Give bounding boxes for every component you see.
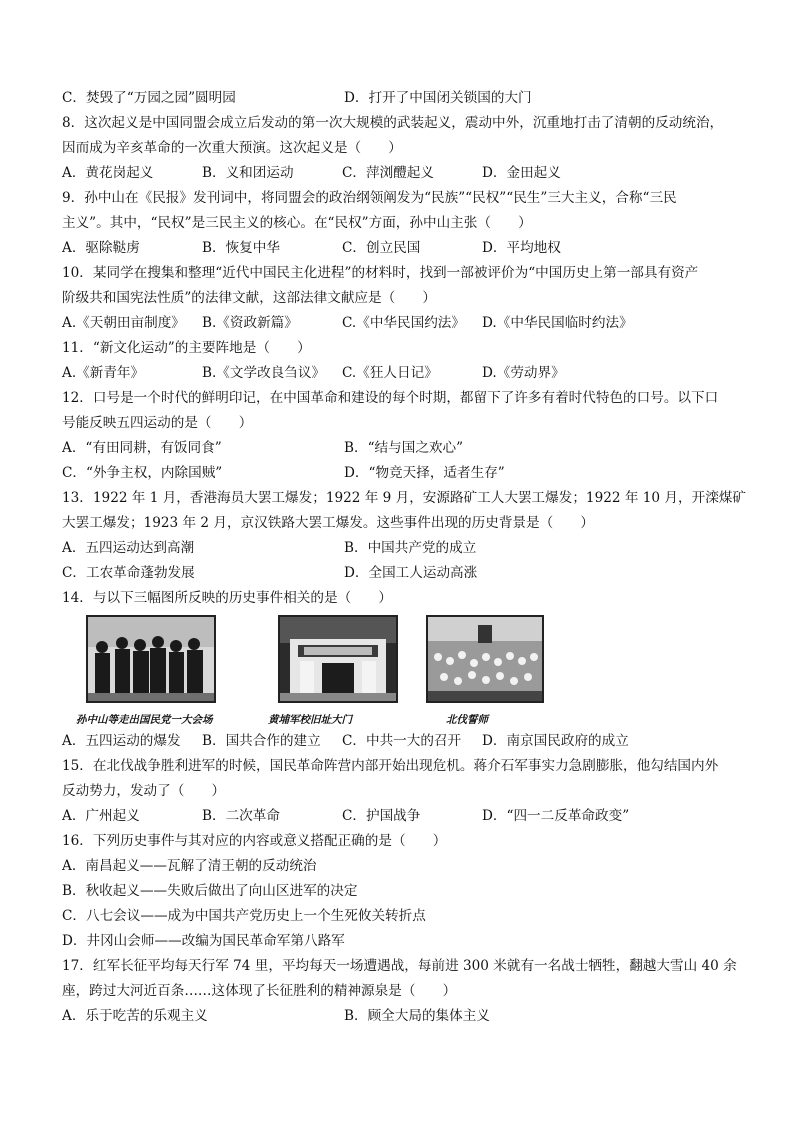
- q16-stem: 16．下列历史事件与其对应的内容或意义搭配正确的是（ ）: [62, 833, 447, 849]
- q14-option-c[interactable]: C．中共一大的召开: [342, 733, 462, 749]
- q12-option-b[interactable]: B．“结与国之欢心”: [344, 440, 464, 456]
- q14-photo-3: [426, 615, 544, 703]
- q9-stem-cont: 主义”。其中，“民权”是三民主义的核心。在“民权”方面，孙中山主张（ ）: [62, 215, 532, 231]
- q12-option-a[interactable]: A．“有田同耕，有饭同食”: [62, 440, 222, 456]
- rally-photo-image: [428, 617, 542, 701]
- q11-option-b[interactable]: B.《文学改良刍议》: [202, 365, 326, 381]
- q15-option-d[interactable]: D．“四一二反革命政变”: [482, 808, 630, 824]
- q7-options: [62, 86, 742, 111]
- q8-stem-cont: 因而成为辛亥革命的一次重大预演。这次起义是（ ）: [62, 140, 402, 156]
- q17-stem-cont: 座，跨过大河近百条……这体现了长征胜利的精神源泉是（ ）: [62, 983, 457, 999]
- q11-stem: 11．“新文化运动”的主要阵地是（ ）: [62, 340, 311, 356]
- q14-caption-1: 孙中山等走出国民党一大会场: [76, 714, 213, 726]
- q16-option-b[interactable]: B．秋收起义——失败后做出了向山区进军的决定: [62, 883, 358, 899]
- q16-option-a[interactable]: A．南昌起义——瓦解了清王朝的反动统治: [62, 858, 317, 874]
- q13-stem: 13．1922 年 1 月，香港海员大罢工爆发；1922 年 9 月，安源路矿工人大罢工爆发；1922 年 10 月，开滦煤矿: [62, 490, 746, 506]
- q12-stem-cont: 号能反映五四运动的是（ ）: [62, 415, 253, 431]
- q10-stem-cont: 阶级共和国宪法性质”的法律文献，这部法律文献应是（ ）: [62, 290, 436, 306]
- q14-option-d[interactable]: D．南京国民政府的成立: [482, 733, 629, 749]
- q10-option-d[interactable]: D.《中华民国临时约法》: [482, 315, 633, 331]
- q10-stem: 10．某同学在搜集和整理“近代中国民主化进程”的材料时，找到一部被评价为“中国历史上第一部具有资产: [62, 265, 699, 281]
- q13-stem-cont: 大罢工爆发；1923 年 2 月，京汉铁路大罢工爆发。这些事件出现的历史背景是（ ）: [62, 515, 594, 531]
- q8-option-c[interactable]: C．萍浏醴起义: [342, 165, 434, 181]
- q9-option-b[interactable]: B．恢复中华: [202, 240, 280, 256]
- q12-options-row2: [62, 461, 742, 486]
- q9-option-a[interactable]: A．驱除鞑虏: [62, 240, 140, 256]
- q15-option-a[interactable]: A．广州起义: [62, 808, 140, 824]
- q9-option-c[interactable]: C．创立民国: [342, 240, 421, 256]
- q14-stem: 14．与以下三幅图所反映的历史事件相关的是（ ）: [62, 590, 392, 606]
- q11-option-d[interactable]: D.《劳动界》: [482, 365, 565, 381]
- q9-option-d[interactable]: D．平均地权: [482, 240, 561, 256]
- q14-photo-1: [86, 615, 216, 703]
- q14-option-b[interactable]: B．国共合作的建立: [202, 733, 321, 749]
- q17-options: [62, 1004, 742, 1029]
- q17-option-b[interactable]: B．顾全大局的集体主义: [344, 1008, 490, 1024]
- q15-stem-cont: 反动势力，发动了（ ）: [62, 783, 226, 799]
- q17-option-a[interactable]: A．乐于吃苦的乐观主义: [62, 1008, 208, 1024]
- q13-options-row2: [62, 561, 742, 586]
- q10-options: [62, 311, 742, 336]
- q14-photo-2-wrap: [278, 615, 398, 703]
- q11-option-c[interactable]: C.《狂人日记》: [342, 365, 438, 381]
- q12-options-row1: [62, 436, 742, 461]
- q8-option-d[interactable]: D．金田起义: [482, 165, 561, 181]
- q7-option-d[interactable]: D．打开了中国闭关锁国的大门: [344, 90, 532, 106]
- q16-option-c[interactable]: C．八七会议——成为中国共产党历史上一个生死攸关转折点: [62, 908, 426, 924]
- q14-photo-1-wrap: [86, 615, 216, 703]
- q14-photo-2: [278, 615, 398, 703]
- crowd-photo-image: [88, 617, 214, 701]
- q15-option-b[interactable]: B．二次革命: [202, 808, 280, 824]
- q16-option-d[interactable]: D．井冈山会师——改编为国民革命军第八路军: [62, 933, 345, 949]
- q14-caption-3: 北伐誓师: [446, 714, 488, 726]
- q13-option-d[interactable]: D．全国工人运动高涨: [344, 565, 478, 581]
- q12-option-d[interactable]: D．“物竞天择，适者生存”: [344, 465, 505, 481]
- q15-stem: 15．在北伐战争胜利进军的时候，国民革命阵营内部开始出现危机。蒋介石军事实力急剧膨胀，他勾结国内外: [62, 758, 719, 774]
- q14-caption-2: 黄埔军校旧址大门: [268, 714, 352, 726]
- q10-option-b[interactable]: B.《资政新篇》: [202, 315, 298, 331]
- q15-options: [62, 804, 742, 829]
- q14-photo-strip: [62, 615, 742, 727]
- q11-options: [62, 361, 742, 386]
- q13-options-row1: [62, 536, 742, 561]
- q13-option-c[interactable]: C．工农革命蓬勃发展: [62, 565, 195, 581]
- q8-option-a[interactable]: A．黄花岗起义: [62, 165, 154, 181]
- q14-option-a[interactable]: A．五四运动的爆发: [62, 733, 181, 749]
- q8-options: [62, 161, 742, 186]
- q7-option-c[interactable]: C．焚毁了“万园之园”圆明园: [62, 90, 236, 106]
- q13-option-a[interactable]: A．五四运动达到高潮: [62, 540, 195, 556]
- exam-page: [62, 86, 746, 1029]
- q14-photo-3-wrap: [426, 615, 544, 703]
- q15-option-c[interactable]: C．护国战争: [342, 808, 421, 824]
- q11-option-a[interactable]: A.《新青年》: [62, 365, 145, 381]
- q12-option-c[interactable]: C．“外争主权，内除国贼”: [62, 465, 223, 481]
- q13-option-b[interactable]: B．中国共产党的成立: [344, 540, 477, 556]
- q8-stem: 8．这次起义是中国同盟会成立后发动的第一次大规模的武装起义，震动中外，沉重地打击了清朝的反动统治，: [62, 115, 724, 131]
- q10-option-c[interactable]: C.《中华民国约法》: [342, 315, 465, 331]
- q9-stem: 9．孙中山在《民报》发刊词中，将同盟会的政治纲领阐发为“民族”“民权”“民生”三大主义，合称“三民: [62, 190, 677, 206]
- q9-options: [62, 236, 742, 261]
- q8-option-b[interactable]: B．义和团运动: [202, 165, 294, 181]
- q12-stem: 12．口号是一个时代的鲜明印记，在中国革命和建设的每个时期，都留下了许多有着时代特色的口号。以下口: [62, 390, 719, 406]
- q10-option-a[interactable]: A.《天朝田亩制度》: [62, 315, 185, 331]
- q17-stem: 17．红军长征平均每天行军 74 里，平均每天一场遭遇战，每前进 300 米就有一名战士牺牲，翻越大雪山 40 余: [62, 958, 737, 974]
- gate-photo-image: [280, 617, 396, 701]
